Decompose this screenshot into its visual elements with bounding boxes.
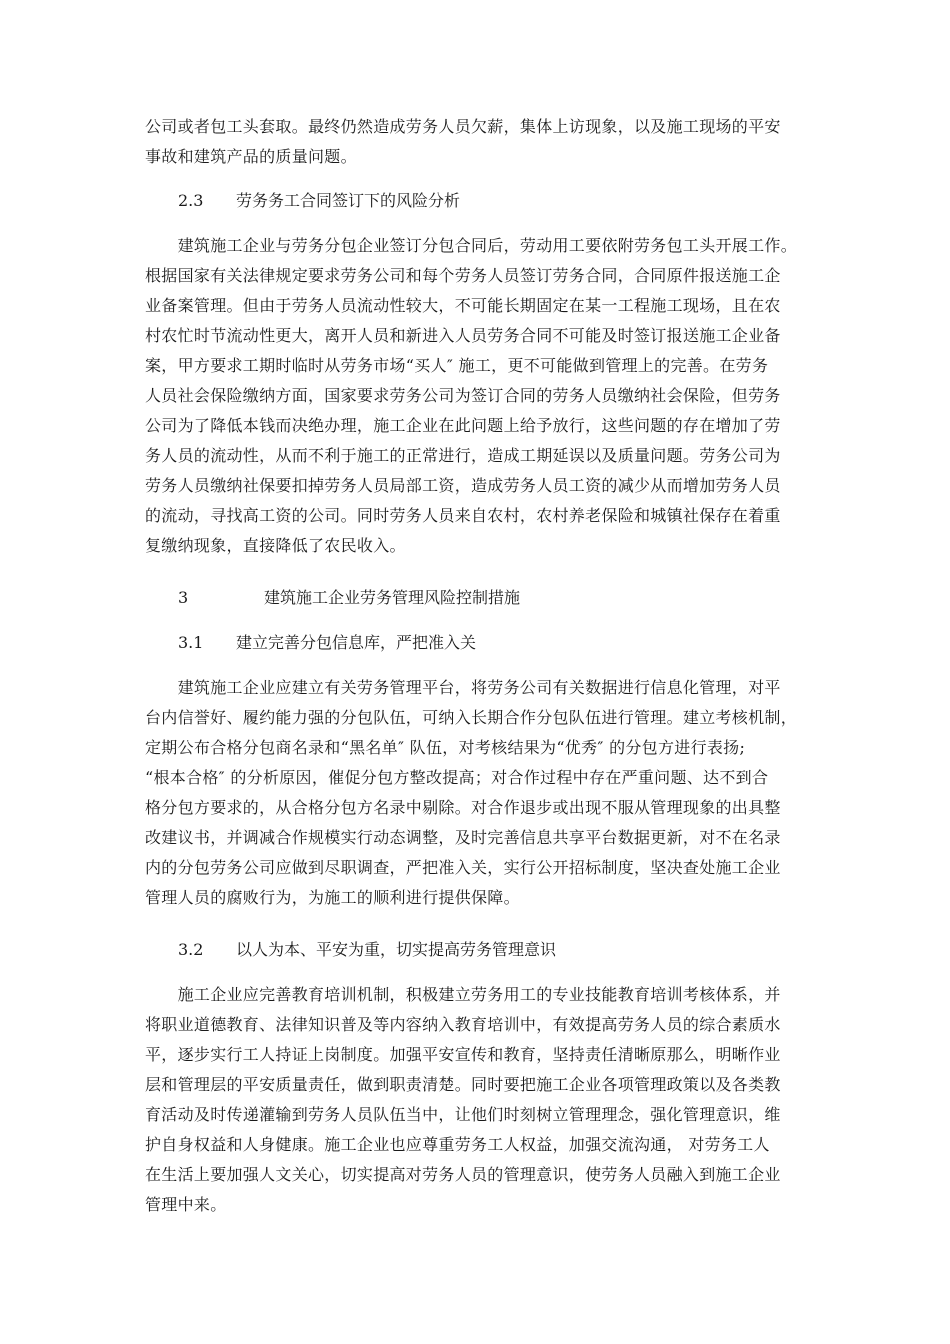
section-number: 3.2 [178, 940, 204, 959]
paragraph-line: 劳务人员缴纳社保要扣掉劳务人员局部工资，造成劳务人员工资的减少从而增加劳务人员 [145, 476, 781, 495]
paragraph-3-1 [145, 673, 810, 913]
paragraph-line: 业备案管理。但由于劳务人员流动性较大，不可能长期固定在某一工程施工现场，且在农 [145, 296, 781, 315]
paragraph-3-2 [145, 980, 810, 1220]
paragraph-line: 施工企业应完善教育培训机制，积极建立劳务用工的专业技能教育培训考核体系，并 [145, 985, 781, 1004]
section-number: 2.3 [178, 191, 204, 210]
paragraph-line: 复缴纳现象，直接降低了农民收入。 [145, 536, 406, 555]
paragraph-line: 平，逐步实行工人持证上岗制度。加强平安宣传和教育，坚持责任清晰原那么，明晰作业 [145, 1045, 781, 1064]
paragraph-line: 在生活上要加强人文关心，切实提高对劳务人员的管理意识，使劳务人员融入到施工企业 [145, 1165, 781, 1184]
paragraph-intro [145, 112, 810, 172]
paragraph-line: 公司为了降低本钱而决绝办理，施工企业在此问题上给予放行，这些问题的存在增加了劳 [145, 416, 781, 435]
section-heading-2-3 [178, 186, 460, 216]
paragraph-line: 育活动及时传递灌输到劳务人员队伍当中，让他们时刻树立管理理念，强化管理意识，维 [145, 1105, 781, 1124]
paragraph-line: 改建议书，并调减合作规模实行动态调整，及时完善信息共享平台数据更新，对不在名录 [145, 828, 781, 847]
paragraph-line: 护自身权益和人身健康。施工企业也应尊重劳务工人权益，加强交流沟通， 对劳务工人 [145, 1135, 770, 1154]
paragraph-2-3 [145, 231, 810, 561]
section-number: 3 [178, 588, 189, 607]
paragraph-line: 的流动，寻找高工资的公司。同时劳务人员来自农村，农村养老保险和城镇社保存在着重 [145, 506, 781, 525]
paragraph-line: 案，甲方要求工期时临时从劳务市场“买人″ 施工，更不可能做到管理上的完善。在劳务 [145, 356, 769, 375]
paragraph-line: 村农忙时节流动性更大，离开人员和新进入人员劳务合同不可能及时签订报送施工企业备 [145, 326, 781, 345]
paragraph-line: 格分包方要求的，从合格分包方名录中剔除。对合作退步或出现不服从管理现象的出具整 [145, 798, 781, 817]
section-number: 3.1 [178, 633, 204, 652]
paragraph-line: 内的分包劳务公司应做到尽职调查，严把准入关，实行公开招标制度，坚决查处施工企业 [145, 858, 781, 877]
paragraph-line: 定期公布合格分包商名录和“黑名单″ 队伍，对考核结果为“优秀″ 的分包方进行表扬; [145, 738, 746, 757]
paragraph-line: 人员社会保险缴纳方面，国家要求劳务公司为签订合同的劳务人员缴纳社会保险，但劳务 [145, 386, 781, 405]
paragraph-line: 管理人员的腐败行为，为施工的顺利进行提供保障。 [145, 888, 520, 907]
paragraph-line: 台内信誉好、履约能力强的分包队伍，可纳入长期合作分包队伍进行管理。建立考核机制， [145, 708, 798, 727]
section-heading-3-1 [178, 628, 476, 658]
section-title: 建立完善分包信息库，严把准入关 [236, 633, 477, 652]
paragraph-line: 事故和建筑产品的质量问题。 [145, 147, 357, 166]
paragraph-line: 公司或者包工头套取。最终仍然造成劳务人员欠薪，集体上访现象，以及施工现场的平安 [145, 117, 781, 136]
paragraph-line: 将职业道德教育、法律知识普及等内容纳入教育培训中，有效提高劳务人员的综合素质水 [145, 1015, 781, 1034]
paragraph-line: 务人员的流动性，从而不利于施工的正常进行，造成工期延误以及质量问题。劳务公司为 [145, 446, 781, 465]
section-heading-3-2 [178, 935, 556, 965]
section-title: 以人为本、平安为重，切实提高劳务管理意识 [236, 940, 557, 959]
section-heading-3 [178, 583, 520, 613]
paragraph-line: 建筑施工企业应建立有关劳务管理平台，将劳务公司有关数据进行信息化管理，对平 [145, 678, 781, 697]
section-title: 建筑施工企业劳务管理风险控制措施 [264, 588, 521, 607]
paragraph-line: 管理中来。 [145, 1195, 227, 1214]
paragraph-line: 根据国家有关法律规定要求劳务公司和每个劳务人员签订劳务合同，合同原件报送施工企 [145, 266, 781, 285]
section-title: 劳务务工合同签订下的风险分析 [236, 191, 461, 210]
paragraph-line: 层和管理层的平安质量责任，做到职责清楚。同时要把施工企业各项管理政策以及各类教 [145, 1075, 781, 1094]
paragraph-line: 建筑施工企业与劳务分包企业签订分包合同后，劳动用工要依附劳务包工头开展工作。 [145, 236, 798, 255]
paragraph-line: “根本合格″ 的分析原因，催促分包方整改提高；对合作过程中存在严重问题、达不到合 [145, 768, 769, 787]
